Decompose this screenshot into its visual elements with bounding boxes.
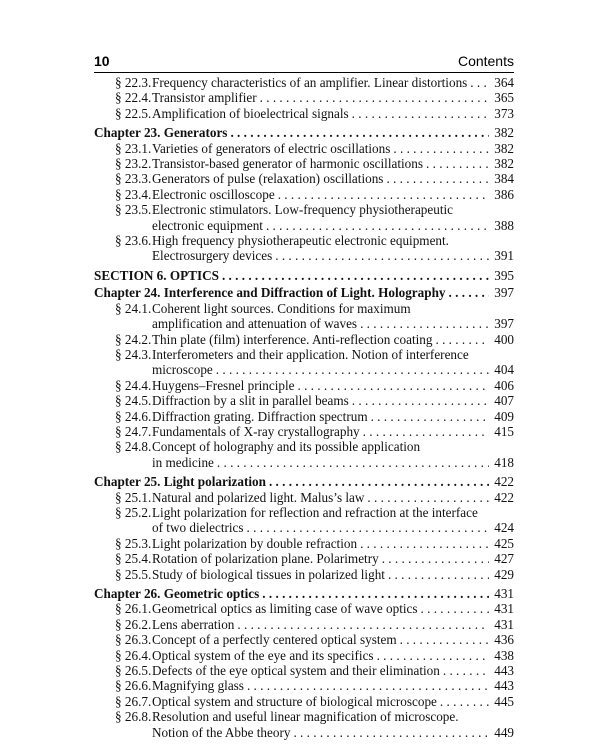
toc-entry-continuation — [94, 316, 514, 331]
chapter-page: 382 — [494, 125, 514, 141]
entry-title: Study of biological tissues in polarized light — [152, 566, 385, 582]
chapter-title: Chapter 25. Light polarization — [94, 474, 266, 490]
toc-entry — [94, 663, 514, 678]
toc-chapter — [94, 586, 514, 601]
entry-number: § 24.3. — [115, 346, 152, 362]
entry-page: 415 — [494, 423, 514, 439]
entry-title: High frequency physiotherapeutic electronic equipment. — [152, 233, 449, 249]
toc-entry — [94, 332, 514, 347]
entry-title: Light polarization by double refraction — [152, 535, 358, 551]
leader-dots — [269, 474, 489, 489]
entry-number: § 23.6. — [115, 233, 152, 249]
entry-page: 436 — [494, 632, 514, 648]
leader-dots — [371, 409, 489, 424]
entry-page: 364 — [494, 75, 514, 90]
entry-title: Concept of a perfectly centered optical system — [152, 632, 397, 648]
leader-dots — [217, 455, 489, 470]
entry-title: Lens aberration — [152, 616, 235, 632]
entry-title-cont: Electrosurgery devices — [152, 248, 273, 264]
entry-title: Transistor-based generator of harmonic oscillations — [152, 156, 423, 172]
chapter-page: 422 — [494, 474, 514, 490]
entry-title: Frequency characteristics of an amplifier. Linear distortions — [152, 75, 468, 90]
toc-entry — [94, 632, 514, 647]
entry-page: 431 — [494, 601, 514, 617]
toc-entry — [94, 567, 514, 582]
toc-entry — [94, 505, 514, 520]
running-title: Contents — [457, 53, 514, 69]
entry-page: 404 — [494, 362, 514, 378]
leader-dots — [216, 362, 489, 377]
entry-title: Geometrical optics as limiting case of wave optics — [152, 601, 418, 617]
toc-entry — [94, 156, 514, 171]
toc-entry — [94, 106, 514, 121]
entry-number: § 24.1. — [115, 300, 152, 316]
leader-dots — [377, 648, 489, 663]
leader-dots — [278, 187, 489, 202]
leader-dots — [275, 248, 489, 263]
entry-title-cont: Notion of the Abbe theory — [152, 724, 291, 740]
chapter-title: Chapter 26. Geometric optics — [94, 586, 260, 601]
entry-number: § 26.8. — [115, 709, 152, 725]
entry-number: § 22.3. — [115, 75, 152, 90]
toc-entry — [94, 490, 514, 505]
leader-dots — [443, 663, 489, 678]
entry-page: 443 — [494, 678, 514, 694]
entry-number: § 26.1. — [115, 601, 152, 617]
entry-page: 438 — [494, 647, 514, 663]
toc-entry — [94, 409, 514, 424]
leader-dots — [367, 490, 489, 505]
entry-number: § 23.5. — [115, 202, 152, 218]
entry-title: Resolution and useful linear magnification of microscope. — [152, 709, 459, 725]
toc-entry — [94, 202, 514, 217]
entry-page: 382 — [494, 156, 514, 172]
entry-number: § 23.4. — [115, 186, 152, 202]
entry-page: 382 — [494, 140, 514, 156]
toc-entry-continuation — [94, 362, 514, 377]
leader-dots — [260, 90, 489, 105]
toc-entry-continuation — [94, 520, 514, 535]
entry-title-cont: of two dielectrics — [152, 520, 244, 536]
entry-page: 391 — [494, 248, 514, 264]
entry-page: 386 — [494, 186, 514, 202]
leader-dots — [388, 567, 489, 582]
entry-page: 445 — [494, 693, 514, 709]
entry-page: 400 — [494, 331, 514, 347]
entry-page: 406 — [494, 377, 514, 393]
entry-number: § 25.3. — [115, 535, 152, 551]
entry-page: 424 — [494, 520, 514, 536]
entry-number: § 24.6. — [115, 408, 152, 424]
leader-dots — [262, 586, 489, 601]
toc-entry — [94, 617, 514, 632]
entry-page: 425 — [494, 535, 514, 551]
toc-entry-continuation — [94, 455, 514, 470]
entry-title: Amplification of bioelectrical signals — [152, 105, 349, 121]
entry-number: § 23.3. — [115, 171, 152, 187]
leader-dots — [266, 218, 489, 233]
leader-dots — [440, 694, 489, 709]
entry-title: Varieties of generators of electric oscillations — [152, 140, 391, 156]
toc-entry — [94, 551, 514, 566]
leader-dots — [247, 520, 489, 535]
entry-number: § 26.5. — [115, 663, 152, 679]
entry-number: § 24.7. — [115, 423, 152, 439]
entry-number: § 23.2. — [115, 156, 152, 172]
toc-entry — [94, 678, 514, 693]
entry-title: Natural and polarized light. Malus’s law — [152, 489, 365, 505]
toc-entry — [94, 90, 514, 105]
entry-title-cont: amplification and attenuation of waves — [152, 316, 358, 332]
entry-title-cont: microscope — [152, 362, 213, 378]
toc-entry — [94, 378, 514, 393]
entry-number: § 25.5. — [115, 566, 152, 582]
leader-dots — [400, 632, 489, 647]
leader-dots — [426, 156, 489, 171]
entry-title: Defects of the eye optical system and their elimination — [152, 663, 440, 679]
toc-entry — [94, 424, 514, 439]
toc-chapter — [94, 285, 514, 300]
toc-entry — [94, 347, 514, 362]
entry-number: § 24.4. — [115, 377, 152, 393]
entry-page: 365 — [494, 90, 514, 106]
entry-title-cont: electronic equipment — [152, 217, 263, 233]
entry-page: 384 — [494, 171, 514, 187]
leader-dots — [363, 424, 489, 439]
entry-page: 431 — [494, 616, 514, 632]
toc-entry — [94, 648, 514, 663]
entry-title: Huygens–Fresnel principle — [152, 377, 295, 393]
leader-dots — [247, 678, 489, 693]
toc-entry — [94, 141, 514, 156]
entry-page: 427 — [494, 551, 514, 567]
toc-entry — [94, 393, 514, 408]
entry-title: Concept of holography and its possible application — [152, 439, 421, 455]
leader-dots — [237, 617, 489, 632]
table-of-contents — [94, 75, 514, 740]
entry-number: § 24.8. — [115, 439, 152, 455]
leader-dots — [386, 171, 489, 186]
toc-entry — [94, 301, 514, 316]
toc-entry — [94, 233, 514, 248]
entry-number: § 26.6. — [115, 678, 152, 694]
entry-page: 422 — [494, 489, 514, 505]
leader-dots — [352, 106, 489, 121]
leader-dots — [393, 141, 489, 156]
toc-entry-continuation — [94, 725, 514, 740]
leader-dots — [222, 268, 489, 283]
entry-title: Rotation of polarization plane. Polarimetry — [152, 551, 379, 567]
toc-entry — [94, 187, 514, 202]
entry-title: Light polarization for reflection and refraction at the interface — [152, 504, 478, 520]
toc-entry — [94, 601, 514, 616]
entry-page: 443 — [494, 663, 514, 679]
chapter-page: 397 — [494, 285, 514, 301]
entry-page: 373 — [494, 105, 514, 121]
entry-title: Optical system of the eye and its specifics — [152, 647, 374, 663]
entry-page: 429 — [494, 566, 514, 582]
toc-entry-continuation — [94, 218, 514, 233]
leader-dots — [421, 601, 489, 616]
entry-number: § 26.4. — [115, 647, 152, 663]
entry-number: § 23.1. — [115, 140, 152, 156]
entry-page: 418 — [494, 454, 514, 470]
toc-entry — [94, 536, 514, 551]
entry-title: Diffraction grating. Diffraction spectrum — [152, 408, 368, 424]
entry-number: § 22.4. — [115, 90, 152, 106]
entry-title: Transistor amplifier — [152, 90, 257, 106]
entry-title: Thin plate (film) interference. Anti-reflection coating — [152, 331, 433, 347]
entry-title: Generators of pulse (relaxation) oscillations — [152, 171, 384, 187]
toc-entry — [94, 439, 514, 454]
entry-number: § 26.3. — [115, 632, 152, 648]
section-title: SECTION 6. OPTICS — [94, 267, 219, 283]
entry-title: Magnifying glass — [152, 678, 244, 694]
leader-dots — [470, 75, 489, 90]
entry-title: Interferometers and their application. Notion of interference — [152, 346, 469, 362]
entry-page: 388 — [494, 217, 514, 233]
leader-dots — [382, 551, 489, 566]
entry-title-cont: in medicine — [152, 454, 214, 470]
page-header — [94, 50, 514, 73]
entry-page: 397 — [494, 316, 514, 332]
chapter-title: Chapter 23. Generators — [94, 125, 228, 141]
entry-page: 449 — [494, 724, 514, 740]
entry-title: Coherent light sources. Conditions for maximum — [152, 300, 411, 316]
toc-entry — [94, 75, 514, 90]
leader-dots — [449, 285, 489, 300]
entry-number: § 22.5. — [115, 105, 152, 121]
chapter-title: Chapter 24. Interference and Diffraction of Light. Holography — [94, 285, 446, 301]
leader-dots — [293, 725, 489, 740]
toc-entry — [94, 171, 514, 186]
leader-dots — [230, 125, 489, 140]
page-number: 10 — [94, 53, 110, 69]
entry-page: 407 — [494, 393, 514, 409]
entry-title: Electronic oscilloscope — [152, 186, 275, 202]
toc-entry — [94, 694, 514, 709]
toc-chapter — [94, 125, 514, 140]
toc-section — [94, 268, 514, 283]
chapter-page: 431 — [494, 586, 514, 601]
entry-number: § 24.2. — [115, 331, 152, 347]
entry-title: Optical system and structure of biological microscope — [152, 693, 437, 709]
entry-number: § 25.1. — [115, 489, 152, 505]
section-page: 395 — [494, 267, 514, 283]
entry-title: Fundamentals of X-ray crystallography — [152, 423, 360, 439]
toc-entry — [94, 709, 514, 724]
entry-number: § 24.5. — [115, 393, 152, 409]
entry-page: 409 — [494, 408, 514, 424]
leader-dots — [352, 393, 489, 408]
leader-dots — [360, 536, 489, 551]
leader-dots — [435, 332, 489, 347]
toc-chapter — [94, 474, 514, 489]
entry-title: Electronic stimulators. Low-frequency physiotherapeutic — [152, 202, 454, 218]
toc-entry-continuation — [94, 248, 514, 263]
entry-number: § 26.7. — [115, 693, 152, 709]
leader-dots — [297, 378, 489, 393]
entry-number: § 25.4. — [115, 551, 152, 567]
entry-number: § 25.2. — [115, 504, 152, 520]
entry-number: § 26.2. — [115, 616, 152, 632]
entry-title: Diffraction by a slit in parallel beams — [152, 393, 349, 409]
leader-dots — [360, 316, 489, 331]
